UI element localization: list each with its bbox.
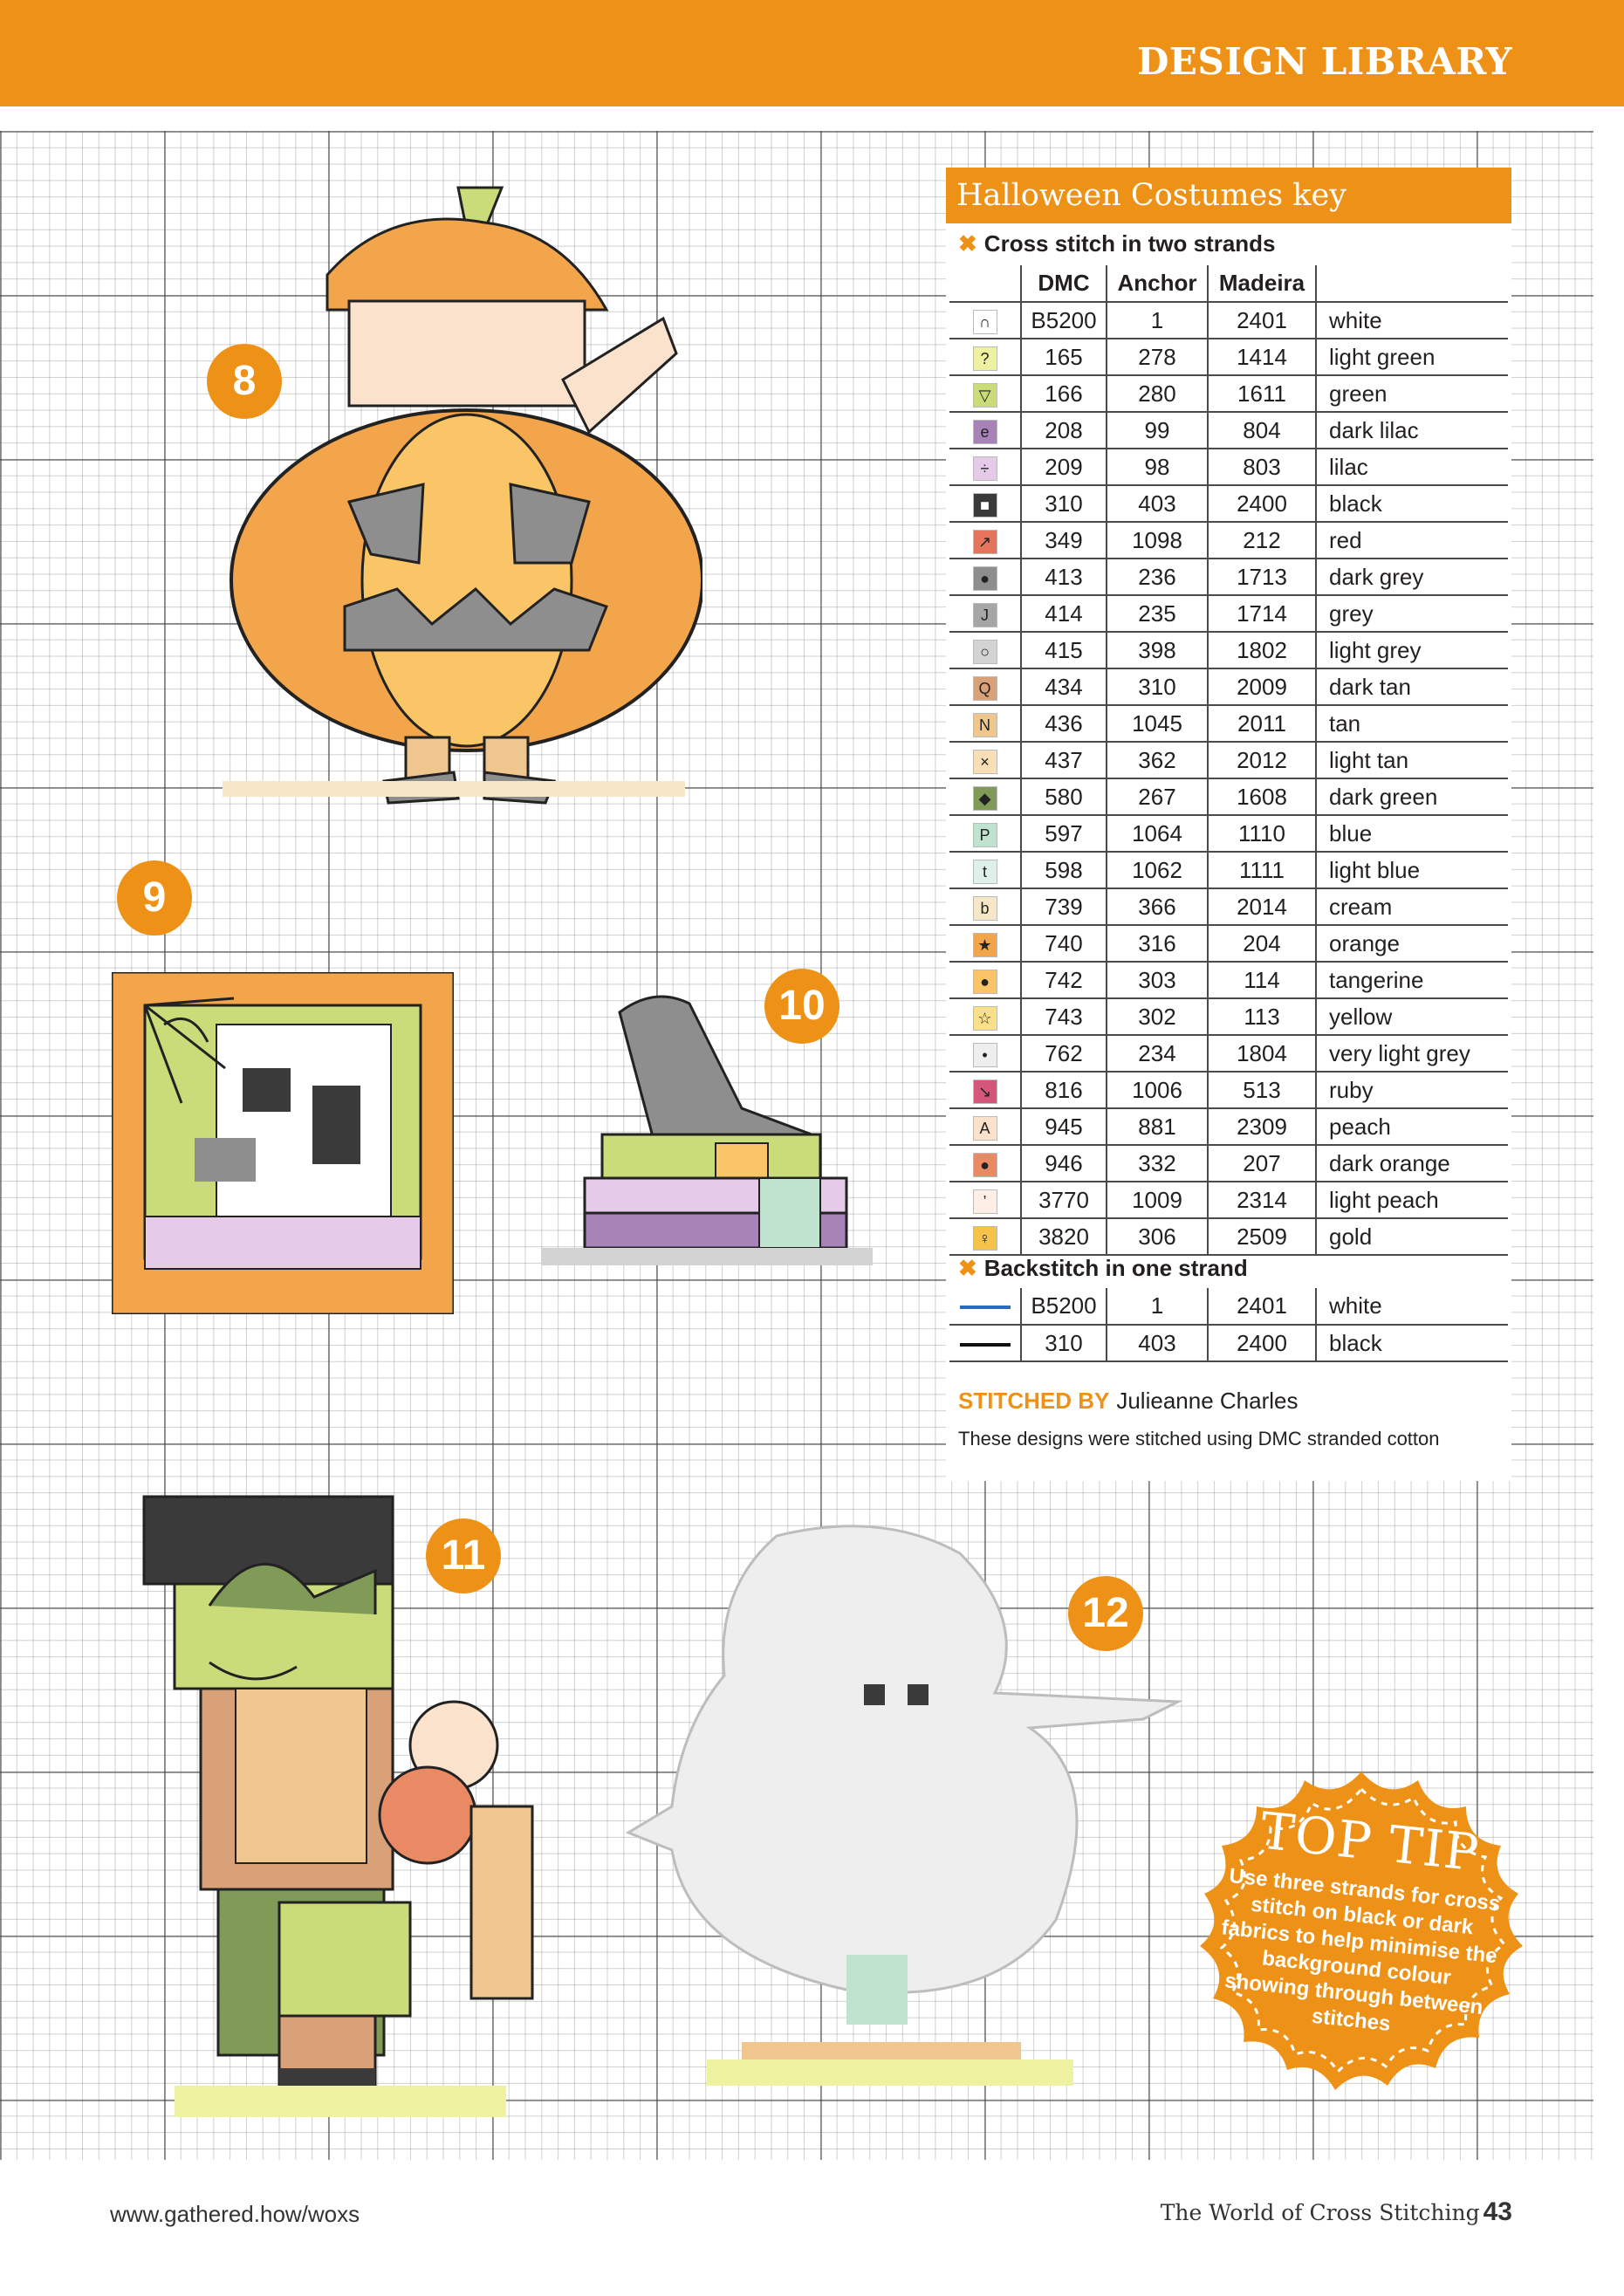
swatch-icon: ’ xyxy=(973,1189,997,1214)
madeira-code: 204 xyxy=(1208,925,1316,962)
anchor-code: 1009 xyxy=(1107,1182,1208,1218)
key-row xyxy=(949,1145,1508,1182)
dmc-code: 208 xyxy=(1021,412,1107,449)
colour-name: light grey xyxy=(1316,632,1508,668)
thread-symbol xyxy=(949,375,1021,412)
madeira-code: 1802 xyxy=(1208,632,1316,668)
swatch-icon: ◆ xyxy=(973,786,997,811)
design-9-ghost-frame xyxy=(112,972,454,1314)
key-row xyxy=(949,339,1508,375)
cross-stitch-table xyxy=(949,265,1508,1256)
dmc-code: 349 xyxy=(1021,522,1107,559)
footer-url[interactable]: www.gathered.how/woxs xyxy=(110,2201,360,2227)
anchor-code: 403 xyxy=(1107,1325,1208,1361)
key-row xyxy=(949,485,1508,522)
swatch-icon: ☆ xyxy=(973,1006,997,1031)
backstitch-line-icon xyxy=(949,1288,1021,1325)
thread-symbol xyxy=(949,302,1021,339)
key-row xyxy=(949,815,1508,852)
design-10-crow-books xyxy=(524,986,890,1283)
thread-symbol xyxy=(949,1145,1021,1182)
key-row xyxy=(949,962,1508,998)
madeira-code: 804 xyxy=(1208,412,1316,449)
key-row xyxy=(949,595,1508,632)
colour-name: peach xyxy=(1316,1108,1508,1145)
anchor-code: 99 xyxy=(1107,412,1208,449)
anchor-code: 403 xyxy=(1107,485,1208,522)
swatch-icon: ● xyxy=(973,1153,997,1177)
key-row xyxy=(949,522,1508,559)
swatch-icon: Q xyxy=(973,676,997,701)
anchor-code: 316 xyxy=(1107,925,1208,962)
key-row xyxy=(949,375,1508,412)
anchor-code: 1006 xyxy=(1107,1072,1208,1108)
swatch-icon: A xyxy=(973,1116,997,1141)
dmc-code: 739 xyxy=(1021,888,1107,925)
dmc-code: B5200 xyxy=(1021,302,1107,339)
key-row xyxy=(949,852,1508,888)
key-title: Halloween Costumes key xyxy=(946,168,1511,223)
section-title: DESIGN LIBRARY xyxy=(1136,40,1512,83)
key-row xyxy=(949,1218,1508,1255)
swatch-icon: ○ xyxy=(973,640,997,664)
backstitch-line-icon xyxy=(949,1325,1021,1361)
madeira-code: 2509 xyxy=(1208,1218,1316,1255)
madeira-code: 1111 xyxy=(1208,852,1316,888)
design-number-12: 12 xyxy=(1068,1576,1143,1651)
swatch-icon: J xyxy=(973,603,997,627)
dmc-code: 3820 xyxy=(1021,1218,1107,1255)
dmc-code: 762 xyxy=(1021,1035,1107,1072)
swatch-icon: ■ xyxy=(973,493,997,517)
column-dmc: DMC xyxy=(1021,265,1107,302)
design-8-pumpkin xyxy=(223,179,702,807)
dmc-code: 413 xyxy=(1021,559,1107,595)
colour-name: grey xyxy=(1316,595,1508,632)
key-row xyxy=(949,925,1508,962)
design-number-11: 11 xyxy=(426,1518,501,1593)
madeira-code: 2314 xyxy=(1208,1182,1316,1218)
key-row xyxy=(949,632,1508,668)
anchor-code: 1062 xyxy=(1107,852,1208,888)
swatch-icon: N xyxy=(973,713,997,737)
top-tip-text xyxy=(1168,1792,1555,2053)
anchor-code: 366 xyxy=(1107,888,1208,925)
thread-symbol xyxy=(949,522,1021,559)
thread-symbol xyxy=(949,852,1021,888)
design-number-9: 9 xyxy=(117,860,192,936)
madeira-code: 2009 xyxy=(1208,668,1316,705)
thread-symbol xyxy=(949,632,1021,668)
key-row xyxy=(949,705,1508,742)
thread-symbol xyxy=(949,1182,1021,1218)
madeira-code: 513 xyxy=(1208,1072,1316,1108)
madeira-code: 2401 xyxy=(1208,1288,1316,1325)
anchor-code: 98 xyxy=(1107,449,1208,485)
colour-name: green xyxy=(1316,375,1508,412)
swatch-icon: ↘ xyxy=(973,1079,997,1104)
magazine-name: The World of Cross Stitching xyxy=(1160,2200,1480,2225)
colour-name: yellow xyxy=(1316,998,1508,1035)
colour-name: very light grey xyxy=(1316,1035,1508,1072)
colour-name: white xyxy=(1316,1288,1508,1325)
anchor-code: 362 xyxy=(1107,742,1208,778)
key-row xyxy=(949,302,1508,339)
thread-symbol xyxy=(949,412,1021,449)
madeira-code: 2011 xyxy=(1208,705,1316,742)
anchor-code: 1 xyxy=(1107,1288,1208,1325)
cross-icon: ✖ xyxy=(958,230,977,257)
dmc-code: 310 xyxy=(1021,485,1107,522)
colour-name: dark grey xyxy=(1316,559,1508,595)
anchor-code: 236 xyxy=(1107,559,1208,595)
backstitch-table xyxy=(949,1288,1508,1362)
colour-name: white xyxy=(1316,302,1508,339)
key-row xyxy=(949,742,1508,778)
madeira-code: 2014 xyxy=(1208,888,1316,925)
anchor-code: 303 xyxy=(1107,962,1208,998)
anchor-code: 306 xyxy=(1107,1218,1208,1255)
key-row xyxy=(949,778,1508,815)
anchor-code: 280 xyxy=(1107,375,1208,412)
madeira-code: 1611 xyxy=(1208,375,1316,412)
key-row xyxy=(949,668,1508,705)
colour-name: light green xyxy=(1316,339,1508,375)
thread-symbol xyxy=(949,485,1021,522)
stitched-by-label: STITCHED BY xyxy=(958,1388,1110,1414)
anchor-code: 278 xyxy=(1107,339,1208,375)
colour-name: dark orange xyxy=(1316,1145,1508,1182)
thread-symbol xyxy=(949,962,1021,998)
table-header-row xyxy=(949,265,1508,302)
colour-name: light tan xyxy=(1316,742,1508,778)
anchor-code: 267 xyxy=(1107,778,1208,815)
colour-name: light blue xyxy=(1316,852,1508,888)
dmc-code: 742 xyxy=(1021,962,1107,998)
key-row xyxy=(949,559,1508,595)
dmc-code: 415 xyxy=(1021,632,1107,668)
stitched-note: These designs were stitched using DMC stranded cotton xyxy=(958,1428,1440,1450)
thread-symbol xyxy=(949,1072,1021,1108)
column-anchor: Anchor xyxy=(1107,265,1208,302)
madeira-code: 1110 xyxy=(1208,815,1316,852)
madeira-code: 803 xyxy=(1208,449,1316,485)
anchor-code: 302 xyxy=(1107,998,1208,1035)
thread-symbol xyxy=(949,1218,1021,1255)
column-madeira: Madeira xyxy=(1208,265,1316,302)
madeira-code: 2012 xyxy=(1208,742,1316,778)
colour-name: dark tan xyxy=(1316,668,1508,705)
dmc-code: 165 xyxy=(1021,339,1107,375)
dmc-code: 945 xyxy=(1021,1108,1107,1145)
madeira-code: 1804 xyxy=(1208,1035,1316,1072)
dmc-code: 3770 xyxy=(1021,1182,1107,1218)
thread-symbol xyxy=(949,815,1021,852)
dmc-code: 437 xyxy=(1021,742,1107,778)
madeira-code: 113 xyxy=(1208,998,1316,1035)
thread-symbol xyxy=(949,778,1021,815)
key-row xyxy=(949,1182,1508,1218)
dmc-code: B5200 xyxy=(1021,1288,1107,1325)
key-row xyxy=(949,998,1508,1035)
swatch-icon: ? xyxy=(973,346,997,371)
colour-name: dark lilac xyxy=(1316,412,1508,449)
colour-name: black xyxy=(1316,1325,1508,1361)
madeira-code: 207 xyxy=(1208,1145,1316,1182)
key-row xyxy=(949,888,1508,925)
dmc-code: 743 xyxy=(1021,998,1107,1035)
madeira-code: 114 xyxy=(1208,962,1316,998)
anchor-code: 881 xyxy=(1107,1108,1208,1145)
dmc-code: 946 xyxy=(1021,1145,1107,1182)
thread-symbol xyxy=(949,668,1021,705)
key-panel xyxy=(946,168,1511,1481)
design-number-10: 10 xyxy=(764,969,839,1044)
backstitch-row xyxy=(949,1325,1508,1361)
backstitch-heading: ✖ Backstitch in one strand xyxy=(958,1255,1248,1281)
colour-name: blue xyxy=(1316,815,1508,852)
footer-magazine xyxy=(1161,2197,1512,2227)
dmc-code: 580 xyxy=(1021,778,1107,815)
dmc-code: 310 xyxy=(1021,1325,1107,1361)
thread-symbol xyxy=(949,742,1021,778)
cross-stitch-heading: ✖ Cross stitch in two strands xyxy=(958,230,1276,257)
madeira-code: 2400 xyxy=(1208,1325,1316,1361)
dmc-code: 816 xyxy=(1021,1072,1107,1108)
page-number: 43 xyxy=(1483,2197,1512,2226)
thread-symbol xyxy=(949,339,1021,375)
swatch-icon: ★ xyxy=(973,933,997,957)
header-banner xyxy=(0,0,1624,106)
top-tip-body: Use three strands for cross stitch on black or dark fabrics to help minimise the background colour showing through between stitches xyxy=(1220,1863,1502,2037)
key-row xyxy=(949,1035,1508,1072)
colour-name: light peach xyxy=(1316,1182,1508,1218)
thread-symbol xyxy=(949,1108,1021,1145)
colour-name: gold xyxy=(1316,1218,1508,1255)
swatch-icon: ÷ xyxy=(973,456,997,481)
dmc-code: 414 xyxy=(1021,595,1107,632)
swatch-icon: × xyxy=(973,750,997,774)
swatch-icon: b xyxy=(973,896,997,921)
madeira-code: 2401 xyxy=(1208,302,1316,339)
colour-name: black xyxy=(1316,485,1508,522)
colour-name: dark green xyxy=(1316,778,1508,815)
swatch-icon: ∩ xyxy=(973,310,997,334)
anchor-code: 1064 xyxy=(1107,815,1208,852)
swatch-icon: ♀ xyxy=(973,1226,997,1251)
design-number-8: 8 xyxy=(207,344,282,419)
swatch-icon: • xyxy=(973,1043,997,1067)
thread-symbol xyxy=(949,888,1021,925)
colour-name: lilac xyxy=(1316,449,1508,485)
colour-name: ruby xyxy=(1316,1072,1508,1108)
colour-name: cream xyxy=(1316,888,1508,925)
key-row xyxy=(949,412,1508,449)
stitched-by-name: Julieanne Charles xyxy=(1116,1388,1299,1414)
swatch-icon: ▽ xyxy=(973,383,997,408)
anchor-code: 1 xyxy=(1107,302,1208,339)
anchor-code: 1098 xyxy=(1107,522,1208,559)
dmc-code: 598 xyxy=(1021,852,1107,888)
madeira-code: 2309 xyxy=(1208,1108,1316,1145)
anchor-code: 1045 xyxy=(1107,705,1208,742)
madeira-code: 1608 xyxy=(1208,778,1316,815)
dmc-code: 434 xyxy=(1021,668,1107,705)
thread-symbol xyxy=(949,1035,1021,1072)
madeira-code: 1714 xyxy=(1208,595,1316,632)
dmc-code: 436 xyxy=(1021,705,1107,742)
thread-symbol xyxy=(949,595,1021,632)
dmc-code: 740 xyxy=(1021,925,1107,962)
dmc-code: 597 xyxy=(1021,815,1107,852)
thread-symbol xyxy=(949,705,1021,742)
anchor-code: 310 xyxy=(1107,668,1208,705)
colour-name: tangerine xyxy=(1316,962,1508,998)
madeira-code: 1713 xyxy=(1208,559,1316,595)
key-row xyxy=(949,1108,1508,1145)
colour-name: orange xyxy=(1316,925,1508,962)
swatch-icon: ↗ xyxy=(973,530,997,554)
top-tip-title: TOP TIP xyxy=(1257,1800,1483,1883)
thread-symbol xyxy=(949,449,1021,485)
swatch-icon: t xyxy=(973,860,997,884)
thread-symbol xyxy=(949,998,1021,1035)
colour-name: tan xyxy=(1316,705,1508,742)
stitched-by xyxy=(958,1388,1298,1415)
madeira-code: 2400 xyxy=(1208,485,1316,522)
design-12-ghost xyxy=(620,1518,1196,2112)
key-row xyxy=(949,1072,1508,1108)
thread-symbol xyxy=(949,925,1021,962)
anchor-code: 332 xyxy=(1107,1145,1208,1182)
key-row xyxy=(949,449,1508,485)
backstitch-row xyxy=(949,1288,1508,1325)
dmc-code: 209 xyxy=(1021,449,1107,485)
swatch-icon: e xyxy=(973,420,997,444)
madeira-code: 1414 xyxy=(1208,339,1316,375)
anchor-code: 398 xyxy=(1107,632,1208,668)
dmc-code: 166 xyxy=(1021,375,1107,412)
colour-name: red xyxy=(1316,522,1508,559)
madeira-code: 212 xyxy=(1208,522,1316,559)
swatch-icon: ● xyxy=(973,970,997,994)
swatch-icon: ● xyxy=(973,566,997,591)
anchor-code: 234 xyxy=(1107,1035,1208,1072)
thread-symbol xyxy=(949,559,1021,595)
anchor-code: 235 xyxy=(1107,595,1208,632)
swatch-icon: P xyxy=(973,823,997,847)
cross-icon: ✖ xyxy=(958,1255,977,1281)
